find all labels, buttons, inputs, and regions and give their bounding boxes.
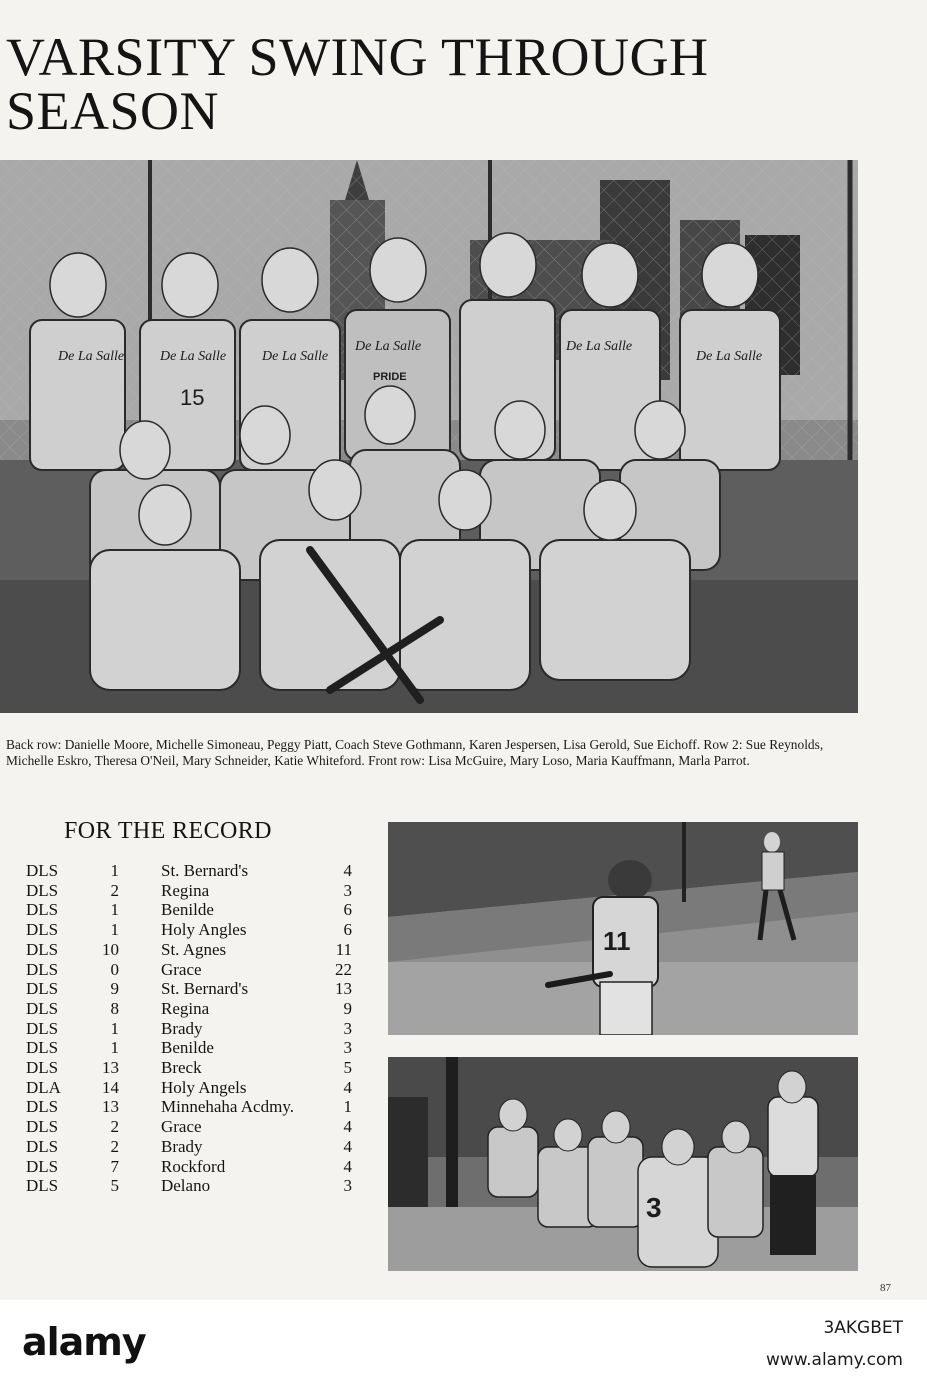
record-opponent-score: 11 (335, 939, 352, 959)
record-team-score: 13 (101, 1097, 119, 1117)
record-team: DLS (26, 1136, 59, 1156)
record-opponent: Minnehaha Acdmy. (160, 1097, 294, 1117)
photo-caption: Back row: Danielle Moore, Michelle Simoneau, Peggy Piatt, Coach Steve Gothmann, Karen Jespersen, Lisa Gerold, Sue Eichoff. Row 2: Sue Reynolds, Michelle Eskro, Theresa O'Neil, Mary Schneider, Katie Whiteford. Front row: Lisa McGuire, Mary Loso, Maria Kauffmann, Marla Parrot. (6, 737, 824, 768)
record-opponent: Brady (160, 1136, 203, 1156)
record-opponent: Holy Angels (160, 1077, 247, 1097)
record-opponent-score: 1 (343, 1097, 352, 1117)
record-opponent: St. Agnes (160, 939, 227, 959)
record-team-score: 2 (110, 1136, 119, 1156)
record-opponent-score: 22 (335, 959, 352, 979)
record-row (26, 1137, 352, 1157)
record-opponent-score: 6 (343, 920, 352, 940)
record-opponent-score: 3 (343, 1038, 352, 1058)
watermark-logo: alamy (22, 1320, 146, 1364)
record-row (26, 999, 352, 1019)
page-number: 87 (880, 1282, 891, 1294)
jersey-number: 15 (180, 385, 205, 410)
record-team-score: 9 (110, 979, 119, 999)
record-opponent-score: 13 (335, 979, 352, 999)
record-opponent: St. Bernard's (160, 861, 249, 880)
record-team-score: 8 (110, 998, 119, 1018)
team-photo-image (0, 160, 858, 713)
record-row (26, 1038, 352, 1058)
record-team-score: 1 (110, 861, 119, 880)
record-team: DLS (26, 1038, 59, 1058)
record-team-score: 1 (110, 920, 119, 940)
shirt-lettering: PRIDE (373, 371, 407, 383)
record-team: DLS (26, 900, 59, 920)
record-opponent-score: 9 (343, 998, 352, 1018)
record-team: DLS (26, 1018, 59, 1038)
team-photo (0, 160, 858, 713)
watermark-bar (0, 1300, 927, 1390)
record-team-score: 1 (110, 1038, 119, 1058)
record-row (26, 1157, 352, 1177)
record-row (26, 940, 352, 960)
record-opponent: Rockford (160, 1156, 226, 1176)
record-row (26, 1117, 352, 1137)
record-row (26, 1097, 352, 1117)
batter-jersey-number: 11 (603, 926, 631, 956)
jersey-lettering: De La Salle (58, 349, 125, 364)
record-opponent: Benilde (160, 900, 214, 920)
record-team: DLS (26, 1117, 59, 1137)
record-team: DLS (26, 959, 59, 979)
record-opponent: Brady (160, 1018, 203, 1038)
page-title: VARSITY SWING THROUGH SEASON (6, 27, 709, 141)
watermark-image-id: 3AKGBET (823, 1318, 903, 1338)
record-team-score: 10 (101, 939, 119, 959)
record-opponent: Breck (160, 1058, 202, 1078)
watermark-url: www.alamy.com (765, 1350, 903, 1370)
record-opponent: St. Bernard's (160, 979, 249, 999)
huddle-photo-image (388, 1057, 858, 1271)
record-team-score: 0 (110, 959, 119, 979)
record-row (26, 920, 352, 940)
record-team: DLS (26, 998, 59, 1018)
record-row (26, 900, 352, 920)
record-row (26, 861, 352, 881)
record-opponent-score: 4 (343, 1156, 352, 1176)
batter-photo (388, 822, 858, 1035)
record-team: DLS (26, 1058, 59, 1078)
record-team-score: 5 (110, 1176, 119, 1196)
record-team: DLS (26, 979, 59, 999)
record-opponent-score: 4 (343, 1136, 352, 1156)
jersey-lettering: De La Salle (262, 349, 329, 364)
record-opponent: Delano (160, 1176, 211, 1196)
record-team-score: 13 (101, 1058, 119, 1078)
record-opponent-score: 3 (343, 1018, 352, 1038)
record-row (26, 979, 352, 999)
record-row (26, 881, 352, 901)
record-team-score: 7 (110, 1156, 119, 1176)
record-rows (26, 861, 352, 1196)
record-row (26, 1078, 352, 1098)
record-team: DLS (26, 1156, 59, 1176)
record-team: DLA (26, 1077, 61, 1097)
record-team: DLS (26, 920, 59, 940)
record-team: DLS (26, 939, 59, 959)
record-opponent: Grace (160, 959, 202, 979)
record-row (26, 1176, 352, 1196)
huddle-jersey-number: 3 (646, 1192, 662, 1223)
jersey-lettering: De La Salle (355, 339, 422, 354)
record-opponent-score: 4 (343, 861, 352, 880)
record-opponent: Regina (160, 880, 210, 900)
record-team-score: 2 (110, 880, 119, 900)
record-opponent-score: 4 (343, 1077, 352, 1097)
record-row (26, 1058, 352, 1078)
record-team-score: 1 (110, 900, 119, 920)
batter-photo-image (388, 822, 858, 1035)
record-team: DLS (26, 861, 59, 880)
jersey-lettering: De La Salle (696, 349, 763, 364)
record-opponent-score: 3 (343, 1176, 352, 1196)
record-row (26, 960, 352, 980)
huddle-photo (388, 1057, 858, 1271)
record-opponent-score: 5 (343, 1058, 352, 1078)
record-team-score: 2 (110, 1117, 119, 1137)
record-team: DLS (26, 880, 59, 900)
record-team-score: 14 (101, 1077, 119, 1097)
record-team: DLS (26, 1097, 59, 1117)
record-table (26, 861, 352, 1196)
record-opponent: Holy Angles (160, 920, 247, 940)
record-team-score: 1 (110, 1018, 119, 1038)
record-opponent-score: 3 (343, 880, 352, 900)
record-opponent-score: 6 (343, 900, 352, 920)
record-team: DLS (26, 1176, 59, 1196)
jersey-lettering: De La Salle (160, 349, 227, 364)
record-row (26, 1019, 352, 1039)
record-opponent: Benilde (160, 1038, 214, 1058)
record-opponent: Grace (160, 1117, 202, 1137)
record-opponent-score: 4 (343, 1117, 352, 1137)
jersey-lettering: De La Salle (566, 339, 633, 354)
record-opponent: Regina (160, 998, 210, 1018)
record-title: FOR THE RECORD (64, 818, 272, 844)
